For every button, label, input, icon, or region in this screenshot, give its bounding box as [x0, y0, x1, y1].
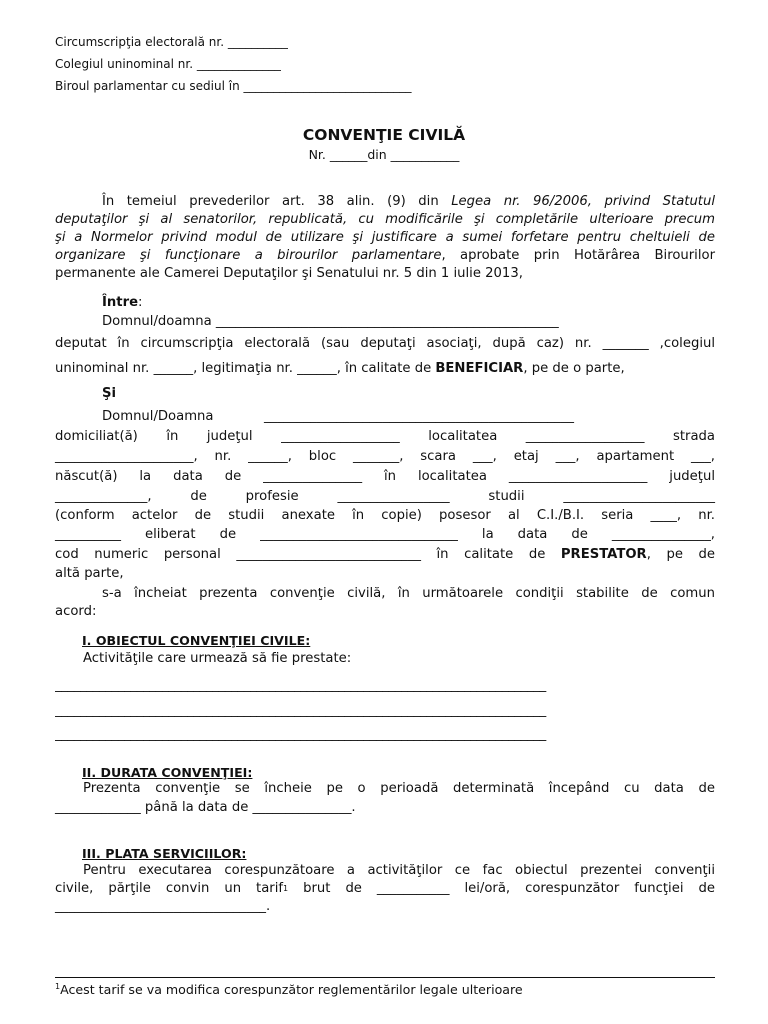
provider-line-1: domiciliat(ă) în judeţul __________________ localitatea __________________ strada	[55, 429, 715, 444]
document-title: CONVENŢIE CIVILĂ	[302, 126, 466, 144]
provider-line-4: ______________, de profesie _________________ studii _______________________	[55, 489, 715, 504]
preamble-line-5: permanente ale Camerei Deputaţilor şi Senatului nr. 5 din 1 iulie 2013,	[55, 266, 523, 281]
provider-line-3: născut(ă) la data de _______________ în localitatea _____________________ judeţul	[55, 469, 715, 484]
beneficiary-line-2: uninominal nr. ______, legitimaţia nr. ______, în calitate de BENEFICIAR, pe de o parte,	[55, 361, 625, 376]
agreement-line-2: acord:	[55, 604, 97, 619]
preamble-line-1: În temeiul prevederilor art. 38 alin. (9) din Legea nr. 96/2006, privind Statutul	[102, 194, 716, 209]
beneficiary-line-1: deputat în circumscripţia electorală (sau deputaţi asociaţi, după caz) nr. _______ ,colegiul	[55, 336, 715, 351]
preamble-line-3: şi a Normelor privind modul de utilizare şi justificare a sumei forfetare pentru cheltuieli de	[55, 230, 715, 245]
agreement-line-1: s-a încheiat prezenta convenţie civilă, în următoarele condiţii stabilite de comun	[102, 586, 715, 601]
section-2-line-1: Prezenta convenţie se încheie pe o perioadă determinată începând cu data de	[83, 781, 715, 796]
provider-line-6: __________ eliberat de ______________________________ la data de _______________,	[55, 527, 715, 542]
section-2-line-2: _____________ până la data de _______________.	[55, 800, 356, 815]
provider-line-2: _____________________, nr. ______, bloc _______, scara ___, etaj ___, apartament ___,	[55, 449, 715, 464]
provider-name: Domnul/Doamna _______________________________________________	[102, 409, 574, 424]
section-3-line-2: civile, părţile convin un tarif$^1$ brut de ___________ lei/oră, corespunzător funcţiei de	[55, 881, 715, 896]
section-3-line-3: ________________________________.	[55, 899, 271, 914]
activity-blank-line-1: ______________________________________________________________________________	[55, 678, 546, 693]
provider-line-7: cod numeric personal ____________________________ în calitate de PRESTATOR, pe de	[55, 547, 715, 562]
section-2-title: II. DURATA CONVENŢIEI:	[82, 765, 253, 780]
provider-line-8: altă parte,	[55, 566, 124, 581]
preamble-line-2: deputaţilor şi al senatorilor, republicată, cu modificările şi completările ulterioare precum	[55, 212, 715, 227]
footnote: $^1$Acest tarif se va modifica corespunzător reglementărilor legale ulterioare	[55, 982, 523, 997]
footnote-separator	[55, 977, 715, 978]
between-label: Între:	[102, 295, 143, 310]
header-constituency: Circumscripţia electorală nr. __________	[55, 35, 288, 49]
document-number: Nr. ______din ___________	[308, 147, 460, 162]
section-1-title: I. OBIECTUL CONVENŢIEI CIVILE:	[82, 633, 311, 648]
activity-blank-line-2: ______________________________________________________________________________	[55, 703, 546, 718]
footnote-ref: 1	[283, 884, 289, 893]
preamble-line-4: organizare şi funcţionare a birourilor parlamentare, aprobate prin Hotărârea Birourilor	[55, 248, 715, 263]
header-college: Colegiul uninominal nr. ______________	[55, 57, 281, 71]
and-label: Şi	[102, 386, 117, 401]
beneficiary-name: Domnul/doamna ____________________________________________________	[102, 314, 559, 329]
section-3-line-1: Pentru executarea corespunzătoare a activităţilor ce fac obiectul prezentei convenţii	[83, 863, 715, 878]
section-1-text: Activităţile care urmează să fie prestate:	[83, 651, 352, 666]
section-3-title: III. PLATA SERVICIILOR:	[82, 846, 247, 861]
provider-line-5: (conform actelor de studii anexate în copie) posesor al C.I./B.I. seria ____, nr.	[55, 508, 715, 523]
header-office: Biroul parlamentar cu sediul în ____________________________	[55, 79, 412, 93]
activity-blank-line-3: ______________________________________________________________________________	[55, 727, 546, 742]
